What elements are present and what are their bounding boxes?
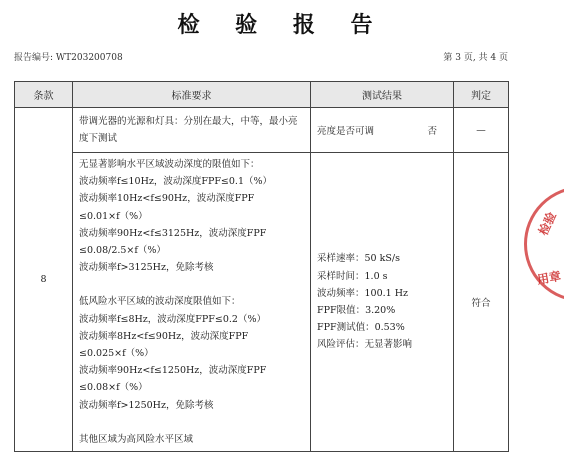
requirement-gap (79, 414, 304, 431)
requirement-line: 波动频率f≤10Hz，波动深度FPF≤0.1（%） (79, 176, 273, 188)
stamp-text-top: 检验 (536, 209, 559, 238)
table-row (15, 153, 509, 452)
requirement-line: 无显著影响水平区域波动深度的限值如下： (79, 159, 260, 170)
result-line: 采样时间：1.0 s (317, 270, 388, 282)
requirement-line: 波动频率90Hz<f≤1250Hz，波动深度FPF (79, 365, 267, 377)
result-cell-dimmer (311, 108, 454, 153)
judgement-cell-dimmer: — (454, 108, 509, 153)
requirement-line: 波动频率f>3125Hz，免除考核 (79, 262, 214, 274)
result-cell-fpf (311, 153, 454, 452)
report-title: 检 验 报 告 (177, 12, 387, 38)
requirement-line: 其他区域为高风险水平区域 (79, 433, 194, 445)
result-line: 波动频率：100.1 Hz (317, 287, 409, 299)
page-info: 第 3 页, 共 4 页 (443, 53, 508, 63)
header-requirement: 标准要求 (73, 82, 311, 108)
requirement-line: ≤0.01×f（%） (79, 210, 148, 222)
result-line: FPF测试值：0.53% (317, 322, 405, 334)
requirement-line: 波动频率90Hz<f≤3125Hz，波动深度FPF (79, 227, 267, 239)
requirement-line: 波动频率10Hz<f≤90Hz，波动深度FPF (79, 193, 255, 205)
inspection-table (14, 81, 509, 452)
report-number: 报告编号: WT203200708 (14, 53, 123, 63)
inspection-seal-stamp (524, 186, 564, 302)
requirement-cell-fpf (73, 153, 311, 452)
requirement-gap (79, 276, 304, 293)
requirement-line: ≤0.08×f（%） (79, 382, 148, 394)
judgement-cell-fpf: 符合 (454, 153, 509, 452)
requirement-line: ≤0.08/2.5×f（%） (79, 245, 166, 257)
header-clause: 条款 (15, 82, 73, 108)
result-value: 否 (427, 126, 437, 137)
requirement-line: 波动频率8Hz<f≤90Hz，波动深度FPF (79, 330, 249, 342)
requirement-line: 波动频率f≤8Hz，波动深度FPF≤0.2（%） (79, 313, 266, 325)
requirement-line: 波动频率f>1250Hz，免除考核 (79, 399, 214, 411)
requirement-line: 低风险水平区域的波动深度限值如下： (79, 296, 241, 308)
clause-cell: 8 (15, 108, 73, 452)
result-line: 风险评估：无显著影响 (317, 339, 413, 351)
table-header-row (15, 82, 509, 108)
table-row (15, 108, 509, 153)
requirement-cell-dimmer: 带调光器的光源和灯具：分别在最大，中等，最小亮度下测试 (73, 108, 311, 153)
stamp-text-bottom: 用章 (536, 269, 563, 287)
header-judgement: 判定 (454, 82, 509, 108)
result-label: 亮度是否可调 (317, 126, 375, 137)
result-line: FPF限值：3.20% (317, 305, 396, 317)
result-line: 采样速率：50 kS/s (317, 253, 400, 265)
header-result: 测试结果 (311, 82, 454, 108)
requirement-line: ≤0.025×f（%） (79, 348, 154, 360)
